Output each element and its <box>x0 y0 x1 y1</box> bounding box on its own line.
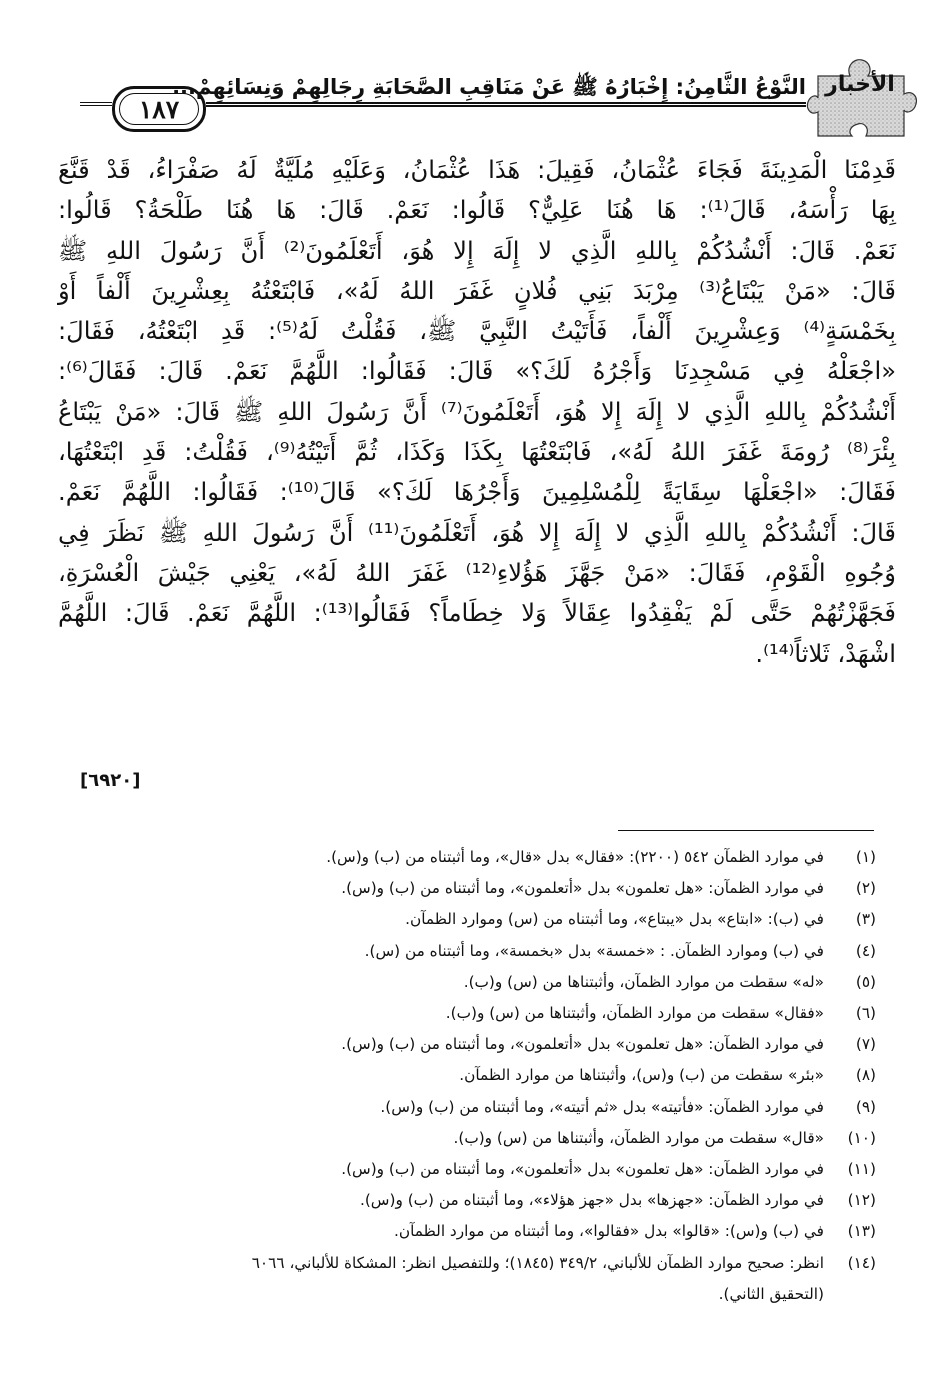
footnote-text: في موارد الظمآن: «فأتيته» بدل «ثم أتيته»، وما أثبتناه من (ب) و(س). <box>380 1097 824 1116</box>
footnote-number: (١١) <box>847 1160 876 1179</box>
footnote-text: «فقال» سقطت من موارد الظمآن، وأثبتناها من (س) و(ب). <box>445 1004 824 1023</box>
text-line: قَالَ: أَنْشُدُكُمْ بِاللهِ الَّذِي لا إِلَهَ إِلا هُوَ، أَتَعْلَمُونَ⁽¹¹⁾ أَنَّ رَسُولَ اللهِ ﷺ نَظَرَ فِي <box>58 518 896 547</box>
footnote-number: (٥) <box>855 972 876 991</box>
footnote <box>76 1029 876 1060</box>
text-line: بِئْرَ⁽⁸⁾ رُومَةَ غَفَرَ اللهُ لَهُ»، فَابْتَعْتُهَا بِكَذَا وَكَذَا، ثُمَّ أَتَيْتُهُ⁽⁹⁾، فَقُلْتُ: قَدِ ابْتَعْتُهَا، <box>58 438 896 467</box>
footnote-number: (١٢) <box>847 1191 876 1210</box>
footnote-number: (٣) <box>855 910 876 929</box>
footnote-number: (٧) <box>855 1035 876 1054</box>
footnote-text: «قال» سقطت من موارد الظمآن، وأثبتناها من (س) و(ب). <box>453 1128 824 1147</box>
footnotes <box>76 842 876 1310</box>
footnote <box>76 904 876 935</box>
footnote <box>76 1123 876 1154</box>
hadith-reference-number: [٦٩٢٠] <box>80 770 141 791</box>
header-rule-left <box>80 102 112 106</box>
footnote-number: (٦) <box>855 1004 876 1023</box>
footnote-number: (١٠) <box>847 1128 876 1147</box>
footnote-text: في موارد الظمآن: «هل تعلمون» بدل «أتعلمون»، وما أثبتناه من (ب) و(س). <box>341 1035 824 1054</box>
footnote <box>76 1060 876 1091</box>
page-number-text: ١٨٧ <box>138 94 180 124</box>
footnote <box>76 1216 876 1247</box>
footnote <box>76 1154 876 1185</box>
footnote-text: في (ب) وموارد الظمآن. : «خمسة» بدل «بخمسة»، وما أثبتناه من (س). <box>364 941 824 960</box>
running-title: النَّوْعُ الثَّامِنُ: إِخْبَارُهُ ﷺ عَنْ مَنَاقِبِ الصَّحَابَةِ رِجَالِهِمْ وَنِسَائِهِمْ... <box>172 75 806 99</box>
footnote-separator <box>618 830 874 831</box>
footnote-text: في موارد الظمآن: «هل تعلمون» بدل «أتعلمون»، وما أثبتناه من (ب) و(س). <box>341 879 824 898</box>
page-header <box>0 50 944 140</box>
footnote-text: في موارد الظمآن ٥٤٢ (٢٢٠٠): «فقال» بدل «قال»، وما أثبتناه من (ب) و(س). <box>326 848 824 866</box>
footnote-text: انظر: صحيح موارد الظمآن للألباني، ٣٤٩/٢ (١٨٤٥)؛ وللتفصيل انظر: المشكاة للألباني، ٦٠٦٦ <box>251 1253 824 1272</box>
text-line: فَقَالَ: «اجْعَلْهَا سِقَايَةً لِلْمُسْلِمِينَ وَأَجْرُهَا لَكَ؟» قَالَ⁽¹⁰⁾: فَقَالُوا: اللَّهُمَّ نَعَمْ. <box>58 478 896 507</box>
hadith-text <box>58 150 896 674</box>
footnote <box>76 873 876 904</box>
footnote-text: في موارد الظمآن: «جهزها» بدل «جهز هؤلاء»، وما أثبتناه من (ب) و(س). <box>359 1191 824 1210</box>
footnote-continuation: (التحقيق الثاني). <box>718 1284 824 1303</box>
footnote <box>76 842 876 873</box>
text-line: اشْهَدْ، ثَلاثاً⁽¹⁴⁾. <box>755 639 896 668</box>
text-line: وُجُوهِ الْقَوْمِ، فَقَالَ: «مَنْ جَهَّزَ هَؤُلاءِ⁽¹²⁾ غَفَرَ اللهُ لَهُ»، يَعْنِي جَيْشَ الْعُسْرَةِ، <box>58 558 896 587</box>
text-line: قَدِمْنَا الْمَدِينَةَ فَجَاءَ عُثْمَانُ، فَقِيلَ: هَذَا عُثْمَانُ، وَعَلَيْهِ مُلَيَّةٌ لَهُ صَفْرَاءُ، قَدْ قَنَّعَ <box>58 156 896 184</box>
footnote-text: في موارد الظمآن: «هل تعلمون» بدل «أتعلمون»، وما أثبتناه من (ب) و(س). <box>341 1160 824 1179</box>
text-line: قَالَ: «مَنْ يَبْتَاعُ⁽³⁾ مِرْبَدَ بَنِي فُلانٍ غَفَرَ اللهُ لَهُ»، فَابْتَعْتُهُ بِعِشْرِينَ أَلْفاً أَوْ <box>58 276 896 305</box>
text-line: نَعَمْ. قَالَ: أَنْشُدُكُمْ بِاللهِ الَّذِي لا إِلَهَ إِلا هُوَ، أَتَعْلَمُونَ⁽²⁾ أَنَّ رَسُولَ اللهِ ﷺ <box>58 236 896 265</box>
footnote-text: «بئر» سقطت من (ب) و(س)، وأثبتناها من موارد الظمآن. <box>459 1066 824 1085</box>
footnote-text: في (ب) و(س): «قالوا» بدل «فقالوا»، وما أثبتناه من موارد الظمآن. <box>394 1222 824 1241</box>
footnote-number: (٢) <box>855 879 876 898</box>
footnote <box>76 936 876 967</box>
footnote-number: (١٣) <box>847 1222 876 1241</box>
footnote-number: (١٤) <box>847 1253 876 1272</box>
footnote-number: (٨) <box>855 1066 876 1085</box>
footnote-number: (١) <box>855 848 876 866</box>
text-line: فَجَهَّزْتُهُمْ حَتَّى لَمْ يَفْقِدُوا عِقَالاً وَلا خِطَاماً؟ فَقَالُوا⁽¹³⁾: اللَّهُمَّ نَعَمْ. قَالَ: اللَّهُمَّ <box>58 599 896 628</box>
section-label: الأخبار <box>825 72 895 97</box>
footnote-text: «له» سقطت من موارد الظمآن، وأثبتناها من (س) و(ب). <box>463 972 824 991</box>
text-line: أَنْشُدُكُمْ بِاللهِ الَّذِي لا إِلَهَ إِلا هُوَ، أَتَعْلَمُونَ⁽⁷⁾ أَنَّ رَسُولَ اللهِ ﷺ قَالَ: «مَنْ يَبْتَاعُ <box>58 397 896 426</box>
text-line: «اجْعَلْهُ فِي مَسْجِدِنَا وَأَجْرُهُ لَكَ؟» قَالَ: فَقَالُوا: اللَّهُمَّ نَعَمْ. قَالَ: فَقَالَ⁽⁶⁾: <box>58 357 896 386</box>
footnote <box>76 1092 876 1123</box>
puzzle-piece-icon <box>806 54 918 140</box>
text-line: بِخَمْسَةٍ⁽⁴⁾ وَعِشْرِينَ أَلْفاً، فَأَتَيْتُ النَّبِيَّ ﷺ، فَقُلْتُ لَهُ⁽⁵⁾: قَدِ ابْتَعْتُهُ، فَقَالَ: <box>58 317 896 346</box>
footnote <box>76 998 876 1029</box>
footnote <box>76 1248 876 1279</box>
footnote-number: (٤) <box>855 941 876 960</box>
text-line: بِهَا رَأْسَهُ، قَالَ⁽¹⁾: هَا هُنَا عَلِيٌّ؟ قَالُوا: نَعَمْ. قَالَ: هَا هُنَا طَلْحَةُ؟ قَالُوا: <box>58 196 897 225</box>
footnote <box>76 1185 876 1216</box>
footnote-number: (٩) <box>855 1097 876 1116</box>
footnote-text: في (ب): «ابتاع» بدل «يبتاع»، وما أثبتناه من (س) وموارد الظمآن. <box>405 910 824 929</box>
footnote <box>76 967 876 998</box>
